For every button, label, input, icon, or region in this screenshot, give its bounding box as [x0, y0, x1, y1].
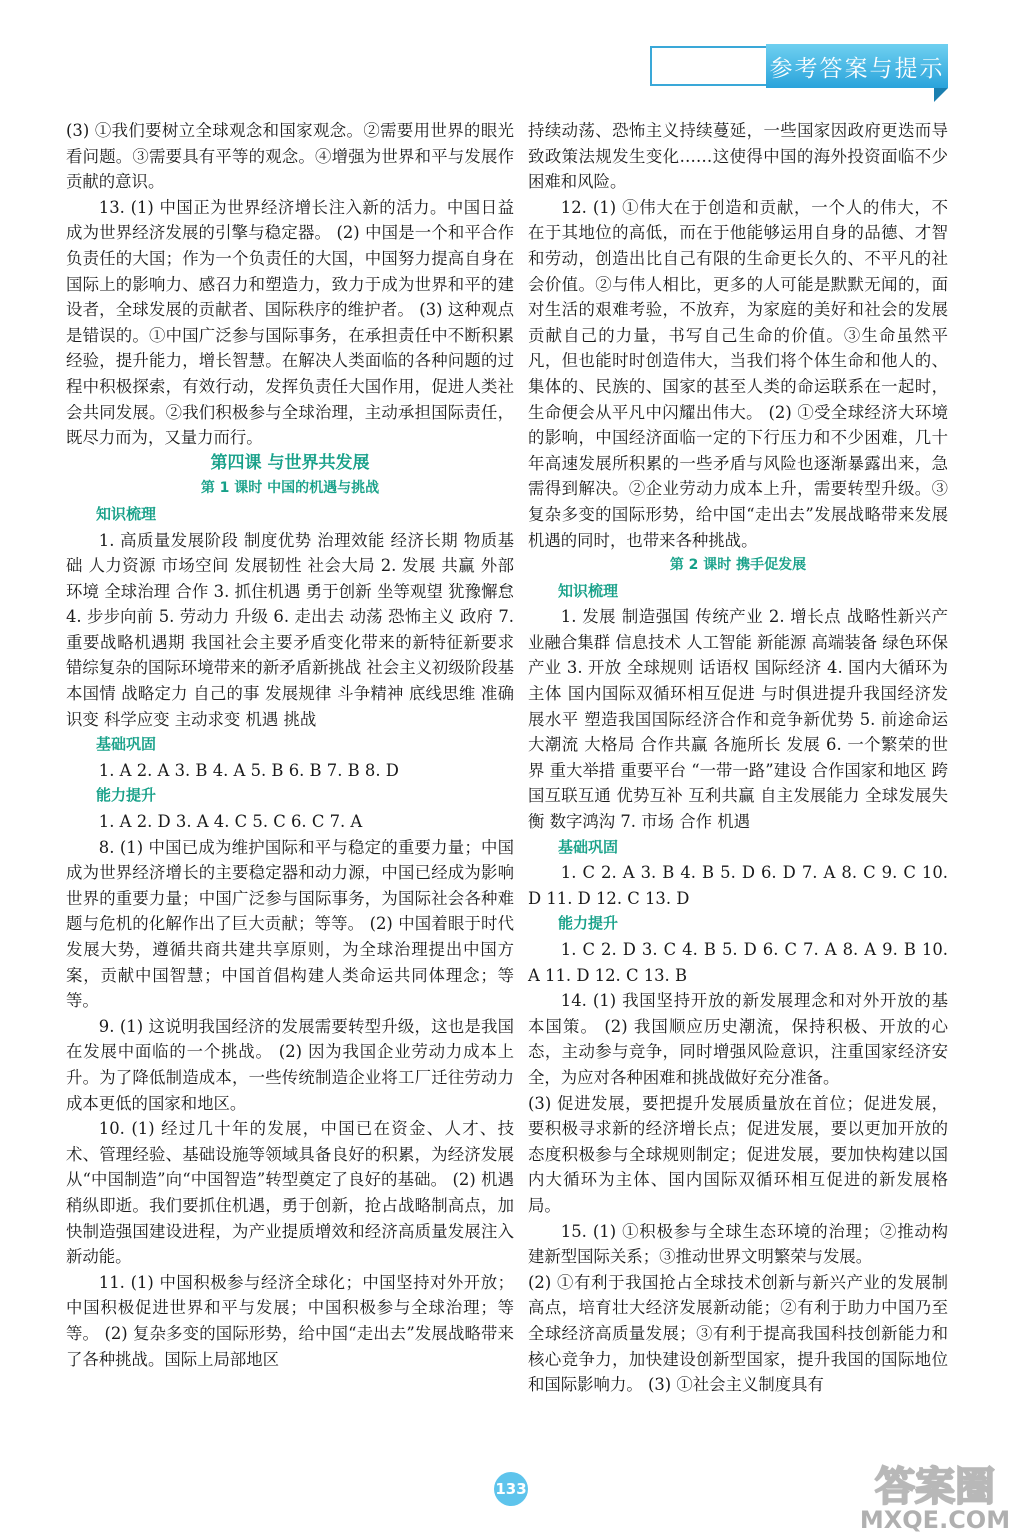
answer-paragraph: 14. (1) 我国坚持开放的新发展理念和对外开放的基本国策。 (2) 我国顺应历史潮流，保持积极、开放的心态，主动参与竞争，同时增强风险意识，注重国家经济安全，为应对各种困难和挑战做好充分准备。 — [528, 991, 948, 1087]
page-number: 133 — [494, 1472, 528, 1506]
lesson-title: 第四课 与世界共发展 — [210, 452, 370, 473]
answer-paragraph: 持续动荡、恐怖主义持续蔓延，一些国家因政府更迭而导致政策法规发生变化……这使得中国的海外投资面临不少困难和风险。 — [528, 121, 948, 192]
watermark-logo-text: 答案圈 — [875, 1464, 995, 1510]
answer-paragraph: 1. A 2. D 3. A 4. C 5. C 6. C 7. A — [98, 812, 363, 832]
answer-paragraph: 1. A 2. A 3. B 4. A 5. B 6. B 7. B 8. D — [98, 760, 399, 780]
answer-paragraph: 1. C 2. D 3. C 4. B 5. D 6. C 7. A 8. A 9. B 10. A 11. D 12. C 13. B — [528, 940, 948, 985]
answer-paragraph: 13. (1) 中国正为世界经济增长注入新的活力。中国日益成为世界经济发展的引擎与稳定器。 (2) 中国是一个和平合作负责任的大国；作为一个负责任的大国，中国努力提高自身在国际上的影响力、感召力和塑造力，致力于成为世界和平的建设者，全球发展的贡献者、国际秩序的维护者。 (3) 这种观点是错误的。①中国广泛参与国际事务，在承担责任中不断积累经验，提升能力，增长智慧。在解决人类面临的各种问题的过程中积极探索，有效行动，发挥负责任大国作用，促进人类社会共同发展。②我们积极参与全球治理，主动承担国际责任，既尽力而为，又量力而行。 — [66, 197, 514, 448]
answer-paragraph: 1. C 2. A 3. B 4. B 5. D 6. D 7. A 8. C 9. C 10. D 11. D 12. C 13. D — [528, 863, 948, 908]
header-banner-fold — [934, 88, 948, 102]
section-heading: 知识梳理 — [558, 581, 619, 600]
left-column — [66, 118, 514, 1372]
answer-paragraph: 8. (1) 中国已成为维护国际和平与稳定的重要力量；中国成为世界经济增长的主要稳定器和动力源，中国已经成为影响世界的重要力量；中国广泛参与国际事务，为国际社会各种难题与危机的化解作出了巨大贡献；等等。 (2) 中国着眼于时代发展大势，遵循共商共建共享原则，为全球治理提出中国方案，贡献中国智慧；中国首倡构建人类命运共同体理念；等等。 — [66, 837, 514, 1011]
section-heading: 能力提升 — [558, 914, 619, 933]
answer-paragraph: (2) ①有利于我国抢占全球技术创新与新兴产业的发展制高点，培育壮大经济发展新动能；②有利于助力中国乃至全球经济高质量发展；③有利于提高我国科技创新能力和核心竞争力，加快建设创新型国家，提升我国的国际地位和国际影响力。 (3) ①社会主义制度具有 — [528, 1272, 948, 1395]
answer-paragraph: (3) ①我们要树立全球观念和国家观念。②需要用世界的眼光看问题。③需要具有平等的观念。④增强为世界和平与发展作贡献的意识。 — [66, 121, 514, 192]
period-title: 第 2 课时 携手促发展 — [669, 557, 807, 574]
answer-paragraph: 12. (1) ①伟大在于创造和贡献，一个人的伟大，不在于其地位的高低，而在于他能够运用自身的品德、才智和劳动，创造出比自己有限的生命更长久的、不平凡的社会价值。②与伟人相比，更多的人可能是默默无闻的，面对生活的艰难考验，不放弃，为家庭的美好和社会的发展贡献自己的力量，书写自己生命的价值。③生命虽然平凡，但也能时时创造伟大，当我们将个体生命和他人的、集体的、民族的、国家的甚至人类的命运联系在一起时，生命便会从平凡中闪耀出伟大。 (2) ①受全球经济大环境的影响，中国经济面临一定的下行压力和不少困难，几十年高速发展所积累的一些矛盾与风险也逐渐暴露出来，急需得到解决。②企业劳动力成本上升，需要转型升级。③复杂多变的国际形势，给中国“走出去”发展战略带来发展机遇的同时，也带来各种挑战。 — [528, 197, 948, 550]
answer-paragraph: 15. (1) ①积极参与全球生态环境的治理；②推动构建新型国际关系；③推动世界文明繁荣与发展。 — [528, 1221, 948, 1267]
answer-paragraph: 1. 发展 制造强国 传统产业 2. 增长点 战略性新兴产业融合集群 信息技术 人工智能 新能源 高端装备 绿色环保 产业 3. 开放 全球规则 话语权 国际经济 4. 国内大循环为主体 国内国际双循环相互促进 与时俱进提升我国经济发展水平 塑造我国国际经济合作和竞争新优势 5. 前途命运 大潮流 大格局 合作共赢 各施所长 发展 6. 一个繁荣的世界 重大举措 重要平台 “一带一路”建设 合作国家和地区 跨国互联互通 优势互补 互利共赢 自主发展能力 全球发展失衡 数字鸿沟 7. 市场 合作 机遇 — [528, 607, 948, 832]
header-banner: 参考答案与提示 — [766, 44, 948, 88]
right-column — [528, 118, 948, 1398]
answer-paragraph: 10. (1) 经过几十年的发展，中国已在资金、人才、技术、管理经验、基础设施等领域具备良好的积累，为经济发展从“中国制造”向“中国智造”转型奠定了良好的基础。 (2) 机遇稍纵即逝。我们要抓住机遇，勇于创新，抢占战略制高点，加快制造强国建设进程，为产业提质增效和经济高质量发展注入新动能。 — [66, 1119, 514, 1267]
answer-paragraph: 11. (1) 中国积极参与经济全球化；中国坚持对外开放；中国积极促进世界和平与发展；中国积极参与全球治理；等等。 (2) 复杂多变的国际形势，给中国“走出去”发展战略带来了各种挑战。国际上局部地区 — [66, 1272, 514, 1369]
section-heading: 基础巩固 — [96, 735, 157, 754]
section-heading: 知识梳理 — [96, 504, 157, 523]
header-banner-outline — [650, 46, 768, 86]
answer-paragraph: 9. (1) 这说明我国经济的发展需要转型升级，这也是我国在发展中面临的一个挑战。 (2) 因为我国企业劳动力成本上升。为了降低制造成本，一些传统制造企业将工厂迁往劳动力成本更低的国家和地区。 — [66, 1016, 514, 1113]
period-title: 第 1 课时 中国的机遇与挑战 — [200, 480, 380, 497]
section-heading: 能力提升 — [96, 786, 157, 805]
section-heading: 基础巩固 — [558, 837, 619, 856]
answer-paragraph: 1. 高质量发展阶段 制度优势 治理效能 经济长期 物质基础 人力资源 市场空间 发展韧性 社会大局 2. 发展 共赢 外部环境 全球治理 合作 3. 抓住机遇 勇于创新 坐等观望 犹豫懈怠 4. 步步向前 5. 劳动力 升级 6. 走出去 动荡 恐怖主义 政府 7. 重要战略机遇期 我国社会主要矛盾变化带来的新特征新要求 错综复杂的国际环境带来的新矛盾新挑战 社会主义初级阶段基本国情 战略定力 自己的事 发展规律 斗争精神 底线思维 准确识变 科学应变 主动求变 机遇 挑战 — [66, 530, 514, 729]
watermark-logo — [843, 1456, 1028, 1532]
answer-paragraph: (3) 促进发展，要把提升发展质量放在首位；促进发展，要积极寻求新的经济增长点；促进发展，要以更加开放的态度积极参与全球规则制定；促进发展，要加快构建以国内大循环为主体、国内国际双循环相互促进的新发展格局。 — [528, 1093, 948, 1215]
watermark-domain: MXQE.COM — [859, 1506, 1011, 1532]
